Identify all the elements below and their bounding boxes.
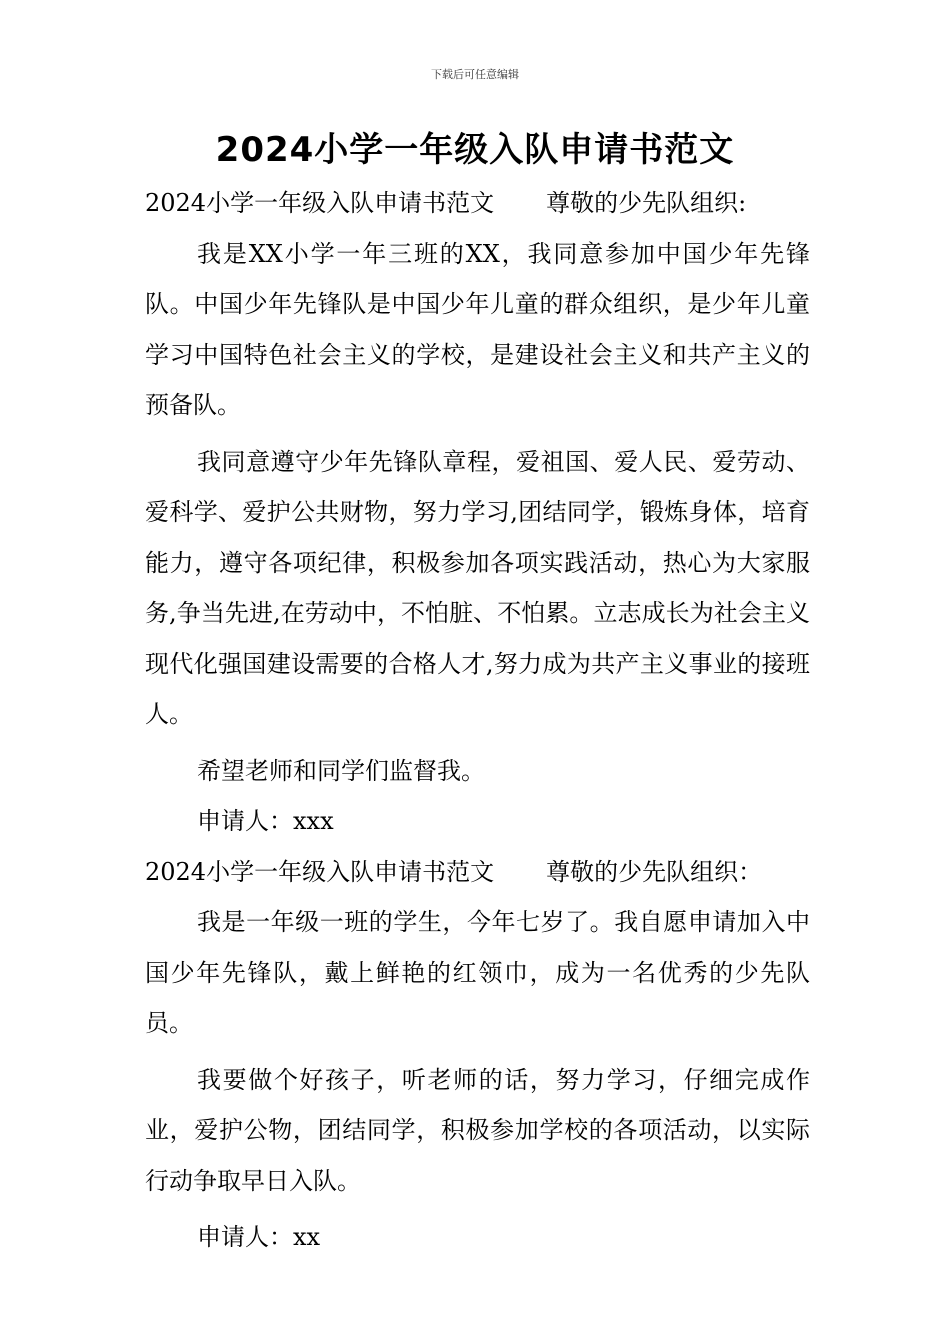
letter2-signature: 申请人：xx xyxy=(197,1223,321,1251)
letter1-paragraph-2: 我同意遵守少年先锋队章程，爱祖国、爱人民、爱劳动、爱科学、爱护公共财物，努力学习,团结同学，锻炼身体，培育能力，遵守各项纪律，积极参加各项实践活动，热心为大家服务,争当先进,在劳动中，不怕脏、不怕累。立志成长为社会主义现代化强国建设需要的合格人才,努力成为共产主义事业的接班人。 xyxy=(145,447,810,728)
letter1-salutation: 尊敬的少先队组织: xyxy=(546,189,747,217)
letter2-heading-line xyxy=(145,847,810,898)
letter1-signature: 申请人：xxx xyxy=(197,807,334,835)
letter1-paragraph-3: 希望老师和同学们监督我。 xyxy=(197,756,485,785)
letter1-heading-line xyxy=(145,178,810,229)
letter1-paragraph-1: 我是XX小学一年三班的XX，我同意参加中国少年先锋队。中国少年先锋队是中国少年儿童的群众组织，是少年儿童学习中国特色社会主义的学校，是建设社会主义和共产主义的预备队。 xyxy=(145,239,810,419)
letter2-heading: 2024小学一年级入队申请书范文 xyxy=(145,857,495,886)
header-note: 下载后可任意编辑 xyxy=(431,68,519,81)
document-body xyxy=(145,178,810,1263)
document-title: 2024小学一年级入队申请书范文 xyxy=(215,130,735,170)
letter2-salutation: 尊敬的少先队组织： xyxy=(546,857,763,886)
letter2-paragraph-2: 我要做个好孩子，听老师的话，努力学习，仔细完成作业，爱护公物，团结同学，积极参加学校的各项活动，以实际行动争取早日入队。 xyxy=(145,1065,810,1195)
letter2-paragraph-1: 我是一年级一班的学生，今年七岁了。我自愿申请加入中国少年先锋队，戴上鲜艳的红领巾，成为一名优秀的少先队员。 xyxy=(145,908,810,1037)
letter1-heading: 2024小学一年级入队申请书范文 xyxy=(145,189,495,217)
